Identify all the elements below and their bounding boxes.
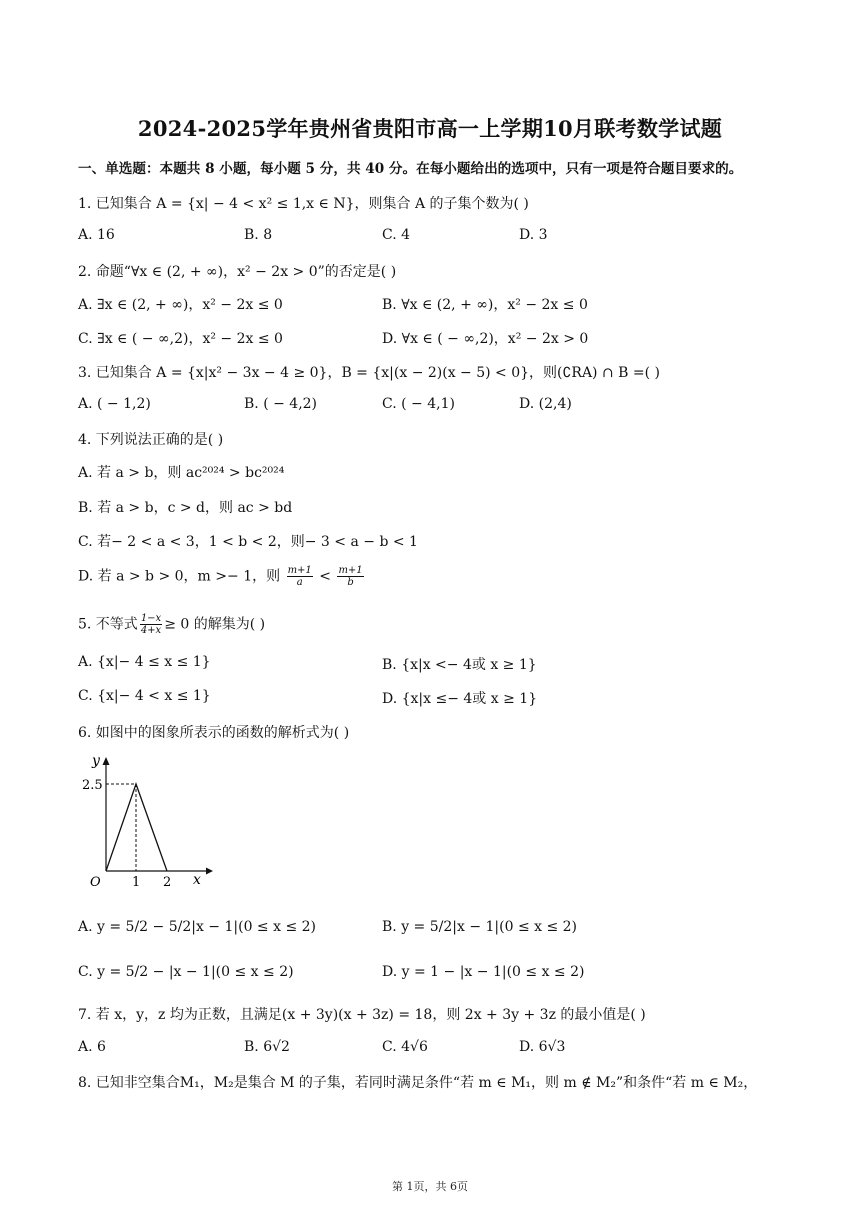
function-graph — [78, 753, 218, 893]
page-footer: 第 1页，共 6页 — [392, 1180, 468, 1193]
section-heading: 一、单选题：本题共 8 小题，每小题 5 分，共 40 分。在每小题给出的选项中，只有一项是符合题目要求的。 — [78, 161, 743, 177]
q4-option-c: C. 若− 2 < a < 3，1 < b < 2，则− 3 < a − b < 1 — [78, 534, 418, 550]
question-5-stem — [78, 613, 265, 636]
question-3-stem: 3. 已知集合 A = {x|x² − 3x − 4 ≥ 0}，B = {x|(x − 2)(x − 5) < 0}，则(∁RA) ∩ B =( ) — [78, 365, 660, 381]
question-7-stem: 7. 若 x，y，z 均为正数，且满足(x + 3y)(x + 3z) = 18，则 2x + 3y + 3z 的最小值是( ) — [78, 1007, 646, 1023]
numerator: m+1 — [338, 565, 363, 576]
q2-option-b: B. ∀x ∈ (2, + ∞)，x² − 2x ≤ 0 — [382, 297, 588, 313]
q2-option-a: A. ∃x ∈ (2, + ∞)，x² − 2x ≤ 0 — [78, 297, 283, 313]
q6-option-d: D. y = 1 − |x − 1|(0 ≤ x ≤ 2) — [382, 964, 585, 980]
q4-option-d-text: D. 若 a > b > 0，m >− 1，则 — [78, 568, 281, 585]
function-line — [106, 784, 167, 871]
q3-option-c: C. ( − 4,1) — [382, 396, 455, 412]
question-4-stem: 4. 下列说法正确的是( ) — [78, 432, 224, 448]
q1-option-a: A. 16 — [78, 227, 115, 243]
fraction — [287, 565, 313, 588]
q4-option-d — [78, 565, 366, 588]
q1-option-b: B. 8 — [244, 227, 273, 243]
q2-option-d: D. ∀x ∈ ( − ∞,2)，x² − 2x > 0 — [382, 331, 589, 347]
question-1-stem: 1. 已知集合 A = {x| − 4 < x² ≤ 1,x ∈ N}，则集合 A 的子集个数为( ) — [78, 196, 529, 212]
x-axis-label: x — [193, 872, 201, 888]
numerator: m+1 — [287, 565, 312, 576]
q6-option-a: A. y = 5/2 − 5/2|x − 1|(0 ≤ x ≤ 2) — [78, 919, 317, 935]
q5-option-a: A. {x|− 4 ≤ x ≤ 1} — [78, 654, 211, 670]
x-tick-label-1: 1 — [132, 875, 141, 890]
x-tick-label-2: 2 — [163, 875, 172, 890]
q5-option-d: D. {x|x ≤− 4或 x ≥ 1} — [382, 691, 538, 707]
numerator: 1−x — [140, 613, 162, 624]
denominator: 4+x — [140, 625, 162, 636]
y-axis-arrow — [103, 757, 110, 765]
question-8-stem: 8. 已知非空集合M₁，M₂是集合 M 的子集，若同时满足条件“若 m ∈ M₁，则 m ∉ M₂”和条件“若 m ∈ M₂， — [78, 1075, 758, 1091]
y-axis-label: y — [92, 753, 100, 769]
question-6-stem: 6. 如图中的图象所表示的函数的解析式为( ) — [78, 725, 350, 741]
q1-option-d: D. 3 — [519, 227, 548, 243]
q5-stem-post: ≥ 0 的解集为( ) — [164, 616, 266, 633]
q7-option-d: D. 6√3 — [519, 1039, 566, 1055]
q5-stem-pre: 5. 不等式 — [78, 616, 138, 633]
q1-option-c: C. 4 — [382, 227, 411, 243]
q3-option-d: D. (2,4) — [519, 396, 572, 412]
q4-option-a: A. 若 a > b，则 ac²⁰²⁴ > bc²⁰²⁴ — [78, 465, 285, 481]
q3-option-b: B. ( − 4,2) — [244, 396, 318, 412]
q3-option-a: A. ( − 1,2) — [78, 396, 151, 412]
page-title: 2024-2025学年贵州省贵阳市高一上学期10月联考数学试题 — [137, 116, 723, 141]
q5-option-b: B. {x|x <− 4或 x ≥ 1} — [382, 657, 537, 673]
q2-option-c: C. ∃x ∈ ( − ∞,2)，x² − 2x ≤ 0 — [78, 331, 283, 347]
fraction — [140, 613, 162, 636]
denominator: b — [347, 577, 354, 588]
y-tick-label: 2.5 — [82, 778, 103, 793]
q5-option-c: C. {x|− 4 < x ≤ 1} — [78, 688, 211, 704]
fraction — [337, 565, 363, 588]
origin-label: O — [90, 875, 101, 890]
x-axis-arrow — [206, 868, 213, 875]
q7-option-b: B. 6√2 — [244, 1039, 290, 1055]
q4-option-b: B. 若 a > b，c > d，则 ac > bd — [78, 500, 293, 516]
question-2-stem: 2. 命题“∀x ∈ (2, + ∞)，x² − 2x > 0”的否定是( ) — [78, 264, 397, 280]
q6-option-b: B. y = 5/2|x − 1|(0 ≤ x ≤ 2) — [382, 919, 578, 935]
q7-option-c: C. 4√6 — [382, 1039, 428, 1055]
denominator: a — [296, 577, 303, 588]
q7-option-a: A. 6 — [78, 1039, 106, 1055]
q6-option-c: C. y = 5/2 − |x − 1|(0 ≤ x ≤ 2) — [78, 964, 294, 980]
less-than: < — [319, 568, 331, 585]
